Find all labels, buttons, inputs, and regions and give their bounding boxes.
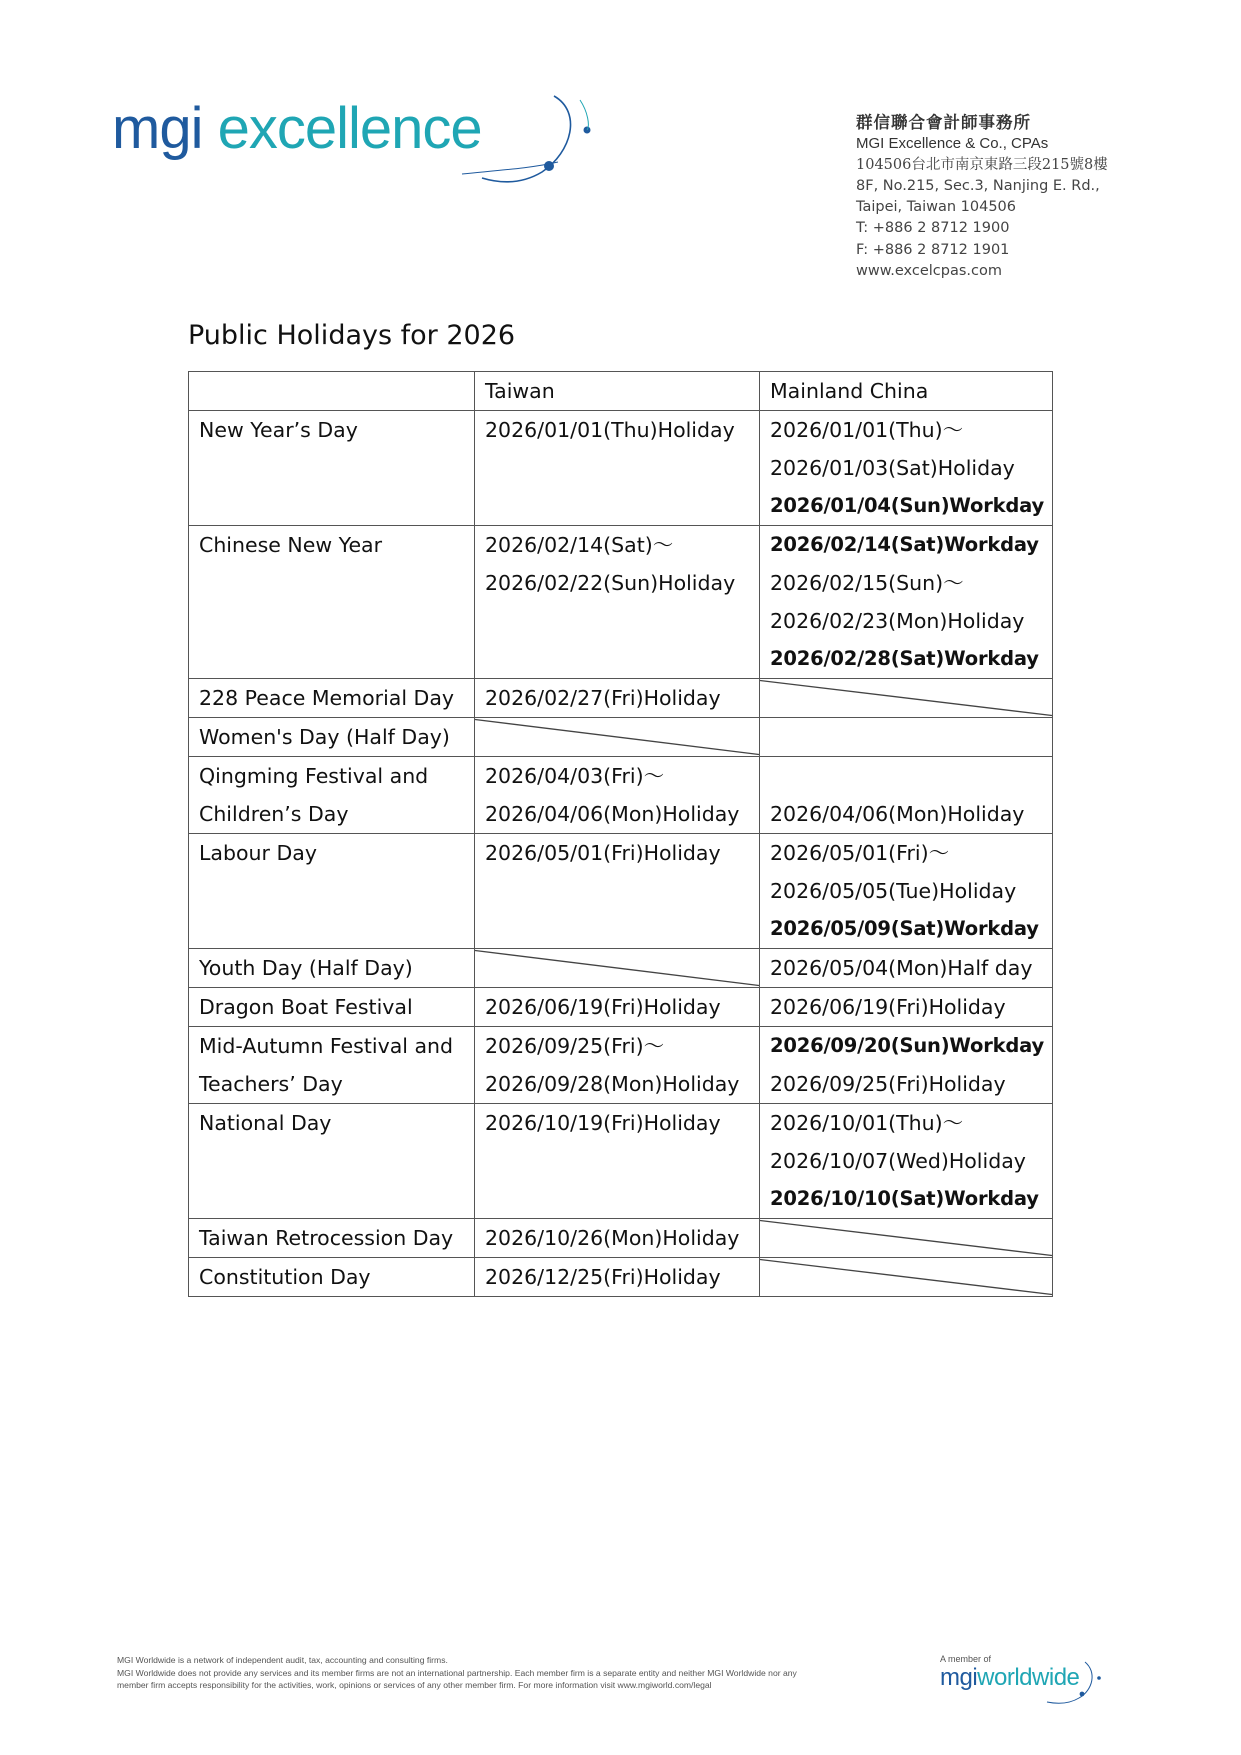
- holiday-date: 2026/04/03(Fri)～: [485, 764, 665, 788]
- firm-website: www.excelcpas.com: [856, 263, 1002, 280]
- firm-address-en-line2: Taipei, Taiwan 104506: [856, 199, 1017, 216]
- table-row: [189, 1219, 1053, 1258]
- footer-swoosh-icon: [1035, 1658, 1115, 1708]
- taiwan-dates-cell: [475, 1027, 760, 1104]
- holiday-date: 2026/02/15(Sun)～: [770, 571, 964, 595]
- holiday-date: 2026/02/22(Sun)Holiday: [485, 571, 736, 595]
- holiday-date: 2026/01/01(Thu)～: [770, 418, 964, 442]
- taiwan-dates-cell: [475, 1258, 760, 1297]
- holiday-date: 2026/05/04(Mon)Half day: [770, 956, 1033, 980]
- holiday-name-cell: [189, 834, 475, 949]
- taiwan-dates-cell: [475, 526, 760, 679]
- firm-address-en-line1: 8F, No.215, Sec.3, Nanjing E. Rd.,: [856, 177, 1100, 194]
- header-cell-china: Mainland China: [760, 372, 1053, 411]
- table-row: [189, 757, 1053, 834]
- taiwan-not-applicable-cell: [475, 718, 760, 757]
- holiday-date: 2026/12/25(Fri)Holiday: [485, 1265, 721, 1289]
- holidays-table: [188, 371, 1053, 1297]
- company-logo: [112, 92, 572, 202]
- workday-date: 2026/09/20(Sun)Workday: [770, 1034, 1045, 1057]
- china-dates-cell: [760, 411, 1053, 526]
- holiday-name-cell: [189, 411, 475, 526]
- holiday-name: Children’s Day: [199, 802, 349, 826]
- taiwan-dates-cell: [475, 1104, 760, 1219]
- firm-name-en: MGI Excellence & Co., CPAs: [856, 135, 1049, 153]
- holiday-name-cell: [189, 679, 475, 718]
- table-header-row: [189, 372, 1053, 411]
- holiday-date: 2026/10/19(Fri)Holiday: [485, 1111, 721, 1135]
- taiwan-dates-cell: [475, 1219, 760, 1258]
- member-label: A member of: [940, 1654, 992, 1664]
- holiday-date: 2026/01/01(Thu)Holiday: [485, 418, 735, 442]
- taiwan-not-applicable-cell: [475, 949, 760, 988]
- table-row: [189, 526, 1053, 679]
- footer-logo-worldwide: worldwide: [977, 1664, 1080, 1691]
- table-row: [189, 988, 1053, 1027]
- china-dates-cell: [760, 718, 1053, 757]
- holiday-name: Mid-Autumn Festival and: [199, 1034, 454, 1058]
- diagonal-line: [475, 718, 759, 756]
- workday-date: 2026/02/28(Sat)Workday: [770, 647, 1039, 670]
- china-not-applicable-cell: [760, 679, 1053, 718]
- logo-excellence-text: excellence: [217, 96, 482, 161]
- holiday-name: Labour Day: [199, 841, 317, 865]
- holiday-name: Teachers’ Day: [199, 1072, 343, 1096]
- header-cell-taiwan: Taiwan: [475, 372, 760, 411]
- table-row: [189, 1027, 1053, 1104]
- taiwan-dates-cell: [475, 834, 760, 949]
- diagonal-line: [475, 949, 759, 987]
- workday-date: 2026/01/04(Sun)Workday: [770, 494, 1045, 517]
- holiday-name-cell: [189, 1258, 475, 1297]
- holiday-date: 2026/02/23(Mon)Holiday: [770, 609, 1025, 633]
- table-row: [189, 679, 1053, 718]
- china-not-applicable-cell: [760, 1219, 1053, 1258]
- holiday-name-cell: [189, 1027, 475, 1104]
- holiday-name-cell: [189, 718, 475, 757]
- holiday-date: 2026/05/01(Fri)～: [770, 841, 950, 865]
- footer-line-1: MGI Worldwide is a network of independent audit, tax, accounting and consulting firms.: [117, 1655, 448, 1665]
- holiday-date: 2026/01/03(Sat)Holiday: [770, 456, 1015, 480]
- taiwan-dates-cell: [475, 757, 760, 834]
- china-dates-cell: [760, 1027, 1053, 1104]
- diagonal-line: [760, 679, 1052, 717]
- firm-fax: F: +886 2 8712 1901: [856, 241, 1010, 258]
- holiday-name: 228 Peace Memorial Day: [199, 686, 455, 710]
- firm-address-block: [856, 112, 1146, 282]
- firm-phone: T: +886 2 8712 1900: [856, 220, 1010, 237]
- holiday-name-cell: [189, 1104, 475, 1219]
- workday-date: 2026/02/14(Sat)Workday: [770, 533, 1039, 556]
- table-row: [189, 718, 1053, 757]
- china-not-applicable-cell: [760, 1258, 1053, 1297]
- holiday-date: 2026/05/05(Tue)Holiday: [770, 879, 1017, 903]
- header-cell-holiday: [189, 372, 475, 411]
- table-row: [189, 834, 1053, 949]
- taiwan-dates-cell: [475, 411, 760, 526]
- holiday-date: 2026/06/19(Fri)Holiday: [770, 995, 1006, 1019]
- mgi-worldwide-logo: [940, 1654, 1120, 1714]
- diagonal-line: [760, 1219, 1052, 1257]
- page-title: Public Holidays for 2026: [188, 320, 516, 351]
- holiday-name: Taiwan Retrocession Day: [199, 1226, 454, 1250]
- holiday-name: Youth Day (Half Day): [199, 956, 413, 980]
- workday-date: 2026/05/09(Sat)Workday: [770, 917, 1039, 940]
- holiday-date: 2026/09/28(Mon)Holiday: [485, 1072, 740, 1096]
- holiday-name: New Year’s Day: [199, 418, 358, 442]
- holiday-name: Chinese New Year: [199, 533, 383, 557]
- holiday-date: 2026/04/06(Mon)Holiday: [485, 802, 740, 826]
- holiday-date: 2026/10/07(Wed)Holiday: [770, 1149, 1026, 1173]
- holiday-name-cell: [189, 1219, 475, 1258]
- logo-swoosh-icon: [442, 92, 682, 202]
- china-dates-cell: [760, 834, 1053, 949]
- footer-line-2: MGI Worldwide does not provide any services and its member firms are not an international partnership. Each member firm is a separate entity and neither MGI Worldwide nor any: [117, 1667, 797, 1678]
- table-row: [189, 949, 1053, 988]
- holiday-date: 2026/09/25(Fri)～: [485, 1034, 665, 1058]
- holiday-name-cell: [189, 988, 475, 1027]
- taiwan-dates-cell: [475, 988, 760, 1027]
- china-dates-cell: [760, 988, 1053, 1027]
- table-row: [189, 1258, 1053, 1297]
- holiday-name: National Day: [199, 1111, 332, 1135]
- footer-logo-mgi: mgi: [940, 1664, 978, 1691]
- china-dates-cell: [760, 949, 1053, 988]
- holiday-name: Qingming Festival and: [199, 764, 429, 788]
- holiday-date: 2026/06/19(Fri)Holiday: [485, 995, 721, 1019]
- holiday-name: Constitution Day: [199, 1265, 371, 1289]
- holiday-name: Dragon Boat Festival: [199, 995, 413, 1019]
- footer-line-3: member firm accepts responsibility for the activities, work, opinions or services of any other member firm. For more information visit www.mgiworld.com/legal: [117, 1680, 712, 1690]
- china-dates-cell: [760, 757, 1053, 834]
- firm-address-zh: 104506台北市南京東路三段215號8樓: [856, 156, 1108, 173]
- diagonal-line: [760, 1258, 1052, 1296]
- logo-mgi-text: mgi: [112, 96, 203, 161]
- holiday-date: 2026/02/14(Sat)～: [485, 533, 674, 557]
- holiday-date: 2026/10/01(Thu)～: [770, 1111, 964, 1135]
- holiday-date: 2026/04/06(Mon)Holiday: [770, 802, 1025, 826]
- taiwan-dates-cell: [475, 679, 760, 718]
- holiday-name-cell: [189, 949, 475, 988]
- footer-disclaimer: [117, 1654, 917, 1692]
- holiday-name: Women's Day (Half Day): [199, 725, 450, 749]
- firm-name-zh: 群信聯合會計師事務所: [856, 113, 1031, 132]
- table-row: [189, 1104, 1053, 1219]
- china-dates-cell: [760, 1104, 1053, 1219]
- holiday-name-cell: [189, 526, 475, 679]
- holiday-date: 2026/02/27(Fri)Holiday: [485, 686, 721, 710]
- china-dates-cell: [760, 526, 1053, 679]
- holiday-date: 2026/09/25(Fri)Holiday: [770, 1072, 1006, 1096]
- holiday-date: 2026/10/26(Mon)Holiday: [485, 1226, 740, 1250]
- holiday-name-cell: [189, 757, 475, 834]
- holiday-date: 2026/05/01(Fri)Holiday: [485, 841, 721, 865]
- table-row: [189, 411, 1053, 526]
- workday-date: 2026/10/10(Sat)Workday: [770, 1187, 1039, 1210]
